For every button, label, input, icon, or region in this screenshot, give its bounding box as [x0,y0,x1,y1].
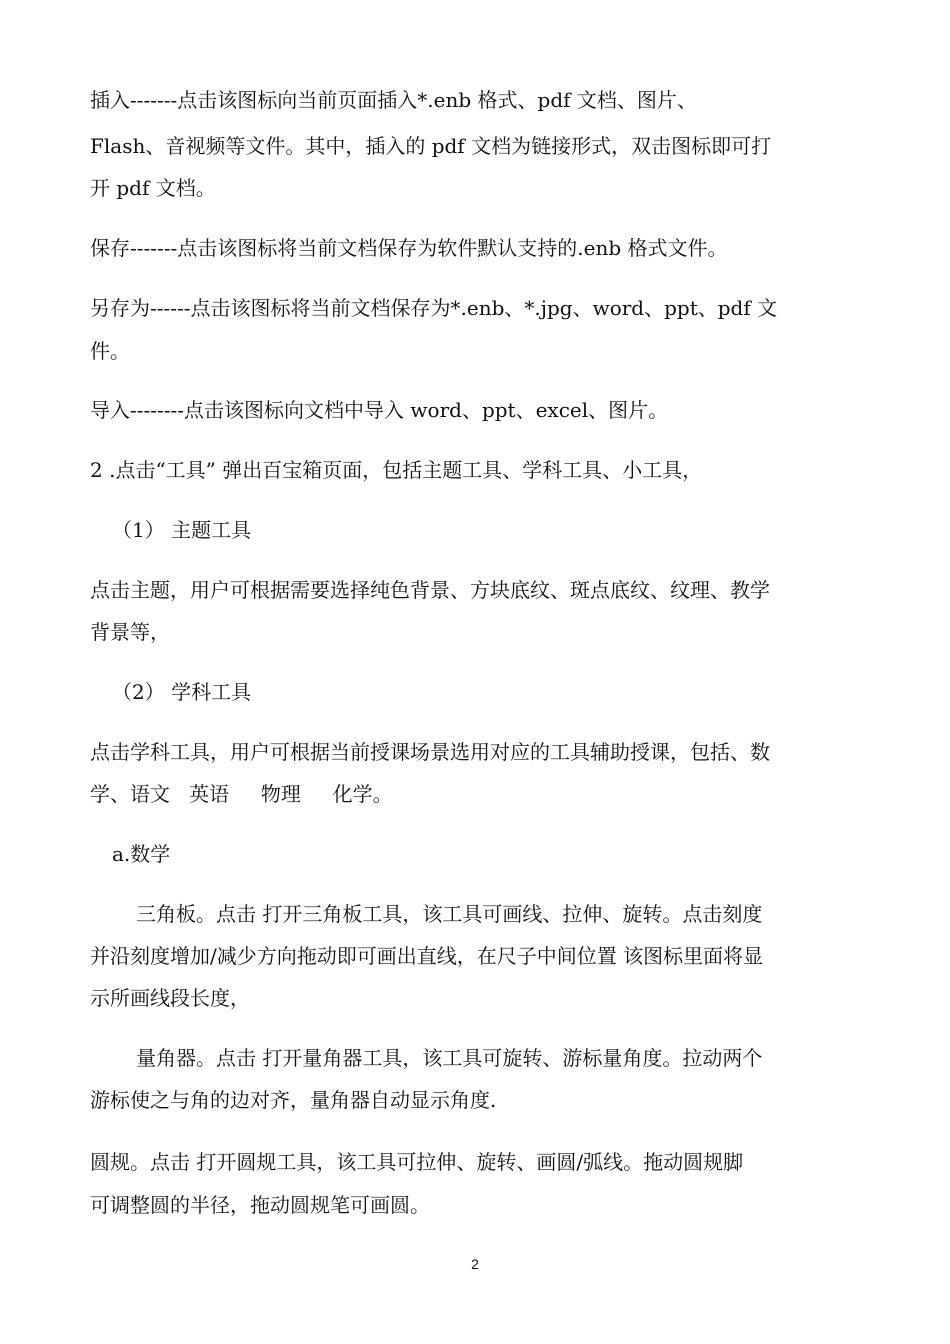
text-line-insert-3: 开 pdf 文档。 [90,176,216,200]
text-line-subject-tools-heading: （2） 学科工具 [112,680,252,704]
text-line-subject-description-1: 点击学科工具，用户可根据当前授课场景选用对应的工具辅助授课，包括、数 [90,740,770,764]
page-number: 2 [471,1256,479,1272]
text-line-insert-1: 插入-------点击该图标向当前页面插入*.enb 格式、pdf 文档、图片、 [90,88,697,112]
text-line-save-as-1: 另存为------点击该图标将当前文档保存为*.enb、*.jpg、word、ppt、pdf 文 [90,296,778,320]
text-line-triangle-1: 三角板。点击 打开三角板工具，该工具可画线、拉伸、旋转。点击刻度 [136,902,763,926]
text-line-protractor-2: 游标使之与角的边对齐，量角器自动显示角度. [90,1088,497,1112]
text-line-compass-1: 圆规。点击 打开圆规工具，该工具可拉伸、旋转、画圆/弧线。拖动圆规脚 [90,1150,744,1174]
text-line-tools-intro: 2 .点击“工具” 弹出百宝箱页面，包括主题工具、学科工具、小工具， [90,458,703,482]
text-line-theme-description-1: 点击主题，用户可根据需要选择纯色背景、方块底纹、斑点底纹、纹理、教学 [90,578,770,602]
text-line-import: 导入--------点击该图标向文档中导入 word、ppt、excel、图片。 [90,398,669,422]
text-line-save: 保存-------点击该图标将当前文档保存为软件默认支持的.enb 格式文件。 [90,236,728,260]
text-line-triangle-3: 示所画线段长度， [90,986,250,1010]
text-line-triangle-2: 并沿刻度增加/减少方向拖动即可画出直线，在尺子中间位置 该图标里面将显 [90,944,764,968]
text-line-save-as-2: 件。 [90,339,130,363]
text-line-theme-tools-heading: （1） 主题工具 [112,518,252,542]
text-line-protractor-1: 量角器。点击 打开量角器工具，该工具可旋转、游标量角度。拉动两个 [136,1046,763,1070]
text-line-subject-description-2: 学、语文 英语 物理 化学。 [90,782,393,806]
text-line-math-heading: a.数学 [112,842,171,866]
text-line-insert-2: Flash、音视频等文件。其中，插入的 pdf 文档为链接形式，双击图标即可打 [90,134,772,158]
text-line-theme-description-2: 背景等， [90,620,170,644]
text-line-compass-2: 可调整圆的半径，拖动圆规笔可画圆。 [90,1193,430,1217]
